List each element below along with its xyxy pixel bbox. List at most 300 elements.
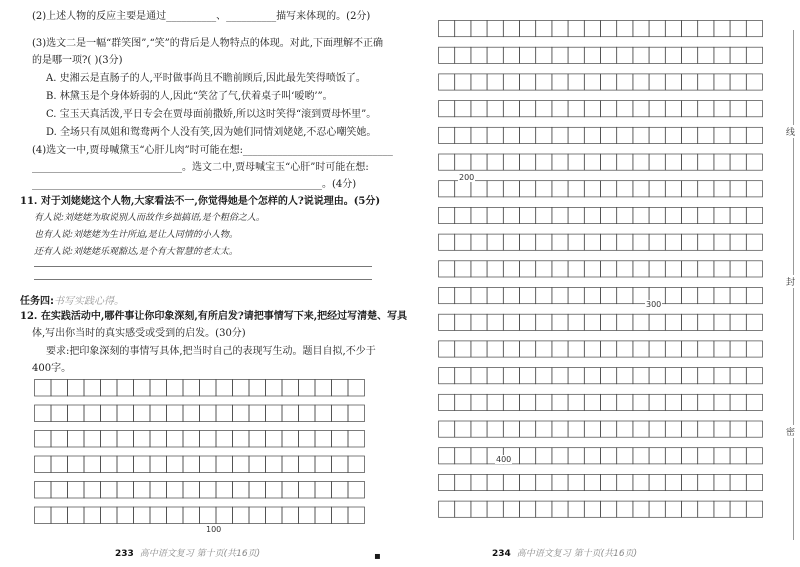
grid-right-cell[interactable]	[633, 154, 649, 170]
grid-right-cell[interactable]	[730, 21, 746, 37]
grid-right-cell[interactable]	[617, 421, 633, 437]
grid-left-cell[interactable]	[51, 380, 68, 397]
grid-right-cell[interactable]	[730, 261, 746, 277]
grid-right-cell[interactable]	[633, 314, 649, 330]
grid-right-cell[interactable]	[520, 207, 536, 223]
grid-left-cell[interactable]	[68, 507, 85, 524]
grid-right-cell[interactable]	[552, 314, 568, 330]
grid-left-cell[interactable]	[249, 456, 266, 473]
grid-right-cell[interactable]	[471, 21, 487, 37]
grid-right-cell[interactable]	[439, 314, 455, 330]
grid-left-cell[interactable]	[167, 456, 184, 473]
grid-left-cell[interactable]	[299, 482, 316, 499]
grid-left-cell[interactable]	[150, 431, 167, 448]
grid-left-cell[interactable]	[233, 482, 250, 499]
grid-right-cell[interactable]	[601, 181, 617, 197]
grid-right-cell[interactable]	[617, 207, 633, 223]
grid-left-cell[interactable]	[183, 507, 200, 524]
grid-left-cell[interactable]	[183, 482, 200, 499]
grid-right-cell[interactable]	[536, 421, 552, 437]
grid-left-cell[interactable]	[266, 507, 283, 524]
grid-left-cell[interactable]	[134, 380, 151, 397]
grid-right-cell[interactable]	[552, 288, 568, 304]
grid-right-cell[interactable]	[617, 341, 633, 357]
grid-right-cell[interactable]	[665, 448, 681, 464]
grid-left-cell[interactable]	[233, 456, 250, 473]
grid-right-cell[interactable]	[503, 314, 519, 330]
grid-left-cell[interactable]	[117, 380, 134, 397]
grid-right-cell[interactable]	[471, 394, 487, 410]
grid-right-cell[interactable]	[487, 421, 503, 437]
grid-right-cell[interactable]	[649, 207, 665, 223]
grid-right-cell[interactable]	[649, 341, 665, 357]
grid-right-cell[interactable]	[552, 474, 568, 490]
grid-right-cell[interactable]	[552, 47, 568, 63]
grid-right-cell[interactable]	[503, 421, 519, 437]
grid-right-cell[interactable]	[698, 288, 714, 304]
grid-right-cell[interactable]	[552, 181, 568, 197]
grid-right-cell[interactable]	[665, 501, 681, 517]
grid-left-cell[interactable]	[35, 456, 52, 473]
grid-right-cell[interactable]	[568, 314, 584, 330]
grid-right-cell[interactable]	[714, 341, 730, 357]
grid-left-cell[interactable]	[249, 507, 266, 524]
grid-left-cell[interactable]	[299, 431, 316, 448]
grid-right-cell[interactable]	[617, 101, 633, 117]
grid-right-cell[interactable]	[568, 501, 584, 517]
grid-right-cell[interactable]	[730, 207, 746, 223]
grid-left-cell[interactable]	[315, 482, 332, 499]
grid-right-cell[interactable]	[439, 181, 455, 197]
grid-right-cell[interactable]	[439, 261, 455, 277]
grid-right-cell[interactable]	[471, 101, 487, 117]
grid-left-cell[interactable]	[84, 380, 101, 397]
grid-left-cell[interactable]	[84, 405, 101, 422]
grid-right-cell[interactable]	[536, 127, 552, 143]
grid-right-cell[interactable]	[568, 74, 584, 90]
grid-right-cell[interactable]	[714, 261, 730, 277]
grid-right-cell[interactable]	[746, 474, 762, 490]
grid-right-cell[interactable]	[633, 394, 649, 410]
grid-left-cell[interactable]	[282, 456, 299, 473]
grid-right-cell[interactable]	[503, 474, 519, 490]
grid-right-cell[interactable]	[471, 181, 487, 197]
grid-right-cell[interactable]	[520, 314, 536, 330]
grid-right-cell[interactable]	[633, 341, 649, 357]
grid-right-cell[interactable]	[455, 474, 471, 490]
grid-right-cell[interactable]	[682, 261, 698, 277]
grid-left-cell[interactable]	[51, 507, 68, 524]
grid-left-cell[interactable]	[101, 405, 118, 422]
grid-right-cell[interactable]	[633, 234, 649, 250]
grid-right-cell[interactable]	[665, 421, 681, 437]
grid-right-cell[interactable]	[633, 47, 649, 63]
grid-left-cell[interactable]	[348, 456, 365, 473]
grid-right-cell[interactable]	[552, 448, 568, 464]
grid-left-cell[interactable]	[282, 405, 299, 422]
grid-right-cell[interactable]	[698, 207, 714, 223]
grid-right-cell[interactable]	[584, 314, 600, 330]
grid-right-cell[interactable]	[617, 154, 633, 170]
grid-right-cell[interactable]	[568, 261, 584, 277]
grid-right-cell[interactable]	[730, 127, 746, 143]
grid-right-cell[interactable]	[584, 234, 600, 250]
grid-left-cell[interactable]	[84, 482, 101, 499]
grid-right-cell[interactable]	[471, 154, 487, 170]
grid-right-cell[interactable]	[730, 288, 746, 304]
grid-right-cell[interactable]	[746, 341, 762, 357]
grid-left-cell[interactable]	[167, 380, 184, 397]
grid-right-cell[interactable]	[503, 154, 519, 170]
grid-left-cell[interactable]	[68, 405, 85, 422]
grid-right-cell[interactable]	[617, 74, 633, 90]
grid-right-cell[interactable]	[682, 368, 698, 384]
grid-right-cell[interactable]	[439, 47, 455, 63]
grid-left-cell[interactable]	[183, 380, 200, 397]
grid-right-cell[interactable]	[714, 394, 730, 410]
grid-left-cell[interactable]	[51, 482, 68, 499]
grid-left-cell[interactable]	[117, 405, 134, 422]
grid-right-cell[interactable]	[568, 394, 584, 410]
grid-right-cell[interactable]	[568, 101, 584, 117]
grid-right-cell[interactable]	[682, 154, 698, 170]
grid-right-cell[interactable]	[536, 474, 552, 490]
grid-right-cell[interactable]	[746, 21, 762, 37]
grid-right-cell[interactable]	[714, 234, 730, 250]
grid-right-cell[interactable]	[584, 474, 600, 490]
grid-right-cell[interactable]	[649, 47, 665, 63]
grid-right-cell[interactable]	[471, 314, 487, 330]
grid-right-cell[interactable]	[568, 234, 584, 250]
grid-left-cell[interactable]	[167, 431, 184, 448]
grid-right-cell[interactable]	[665, 154, 681, 170]
grid-right-cell[interactable]	[471, 234, 487, 250]
grid-right-cell[interactable]	[584, 47, 600, 63]
grid-left-cell[interactable]	[117, 507, 134, 524]
grid-right-cell[interactable]	[665, 474, 681, 490]
grid-right-cell[interactable]	[439, 341, 455, 357]
grid-right-cell[interactable]	[601, 341, 617, 357]
grid-right-cell[interactable]	[698, 181, 714, 197]
grid-right-cell[interactable]	[730, 501, 746, 517]
grid-right-cell[interactable]	[568, 127, 584, 143]
grid-right-cell[interactable]	[520, 474, 536, 490]
grid-right-cell[interactable]	[455, 261, 471, 277]
grid-right-cell[interactable]	[471, 448, 487, 464]
grid-right-cell[interactable]	[617, 127, 633, 143]
grid-right-cell[interactable]	[601, 394, 617, 410]
grid-right-cell[interactable]	[633, 127, 649, 143]
grid-right-cell[interactable]	[455, 21, 471, 37]
grid-right-cell[interactable]	[503, 261, 519, 277]
grid-right-cell[interactable]	[503, 74, 519, 90]
grid-right-cell[interactable]	[698, 154, 714, 170]
grid-right-cell[interactable]	[568, 47, 584, 63]
grid-right-cell[interactable]	[698, 474, 714, 490]
grid-right-cell[interactable]	[682, 394, 698, 410]
grid-right-cell[interactable]	[730, 394, 746, 410]
grid-right-cell[interactable]	[536, 501, 552, 517]
grid-right-cell[interactable]	[665, 74, 681, 90]
grid-right-cell[interactable]	[633, 421, 649, 437]
grid-right-cell[interactable]	[487, 207, 503, 223]
grid-right-cell[interactable]	[584, 207, 600, 223]
grid-right-cell[interactable]	[714, 501, 730, 517]
grid-right-cell[interactable]	[601, 501, 617, 517]
grid-right-cell[interactable]	[520, 368, 536, 384]
grid-left-cell[interactable]	[51, 405, 68, 422]
grid-right-cell[interactable]	[698, 394, 714, 410]
grid-right-cell[interactable]	[520, 47, 536, 63]
grid-right-cell[interactable]	[520, 341, 536, 357]
grid-right-cell[interactable]	[746, 314, 762, 330]
grid-left-cell[interactable]	[117, 456, 134, 473]
grid-right-cell[interactable]	[471, 288, 487, 304]
grid-right-cell[interactable]	[584, 448, 600, 464]
grid-right-cell[interactable]	[439, 101, 455, 117]
grid-left-cell[interactable]	[117, 431, 134, 448]
grid-right-cell[interactable]	[503, 207, 519, 223]
grid-right-cell[interactable]	[714, 288, 730, 304]
grid-right-cell[interactable]	[568, 368, 584, 384]
grid-right-cell[interactable]	[714, 101, 730, 117]
grid-right-cell[interactable]	[730, 101, 746, 117]
grid-left-cell[interactable]	[216, 507, 233, 524]
grid-right-cell[interactable]	[633, 74, 649, 90]
grid-right-cell[interactable]	[649, 394, 665, 410]
grid-left-cell[interactable]	[348, 507, 365, 524]
grid-right-cell[interactable]	[471, 127, 487, 143]
grid-left-cell[interactable]	[266, 380, 283, 397]
grid-right-cell[interactable]	[455, 207, 471, 223]
grid-right-cell[interactable]	[601, 154, 617, 170]
grid-right-cell[interactable]	[617, 47, 633, 63]
grid-right-cell[interactable]	[649, 154, 665, 170]
grid-right-cell[interactable]	[455, 127, 471, 143]
grid-right-cell[interactable]	[730, 47, 746, 63]
grid-right-cell[interactable]	[487, 181, 503, 197]
grid-right-cell[interactable]	[520, 501, 536, 517]
grid-left-cell[interactable]	[117, 482, 134, 499]
grid-left-cell[interactable]	[68, 380, 85, 397]
grid-left-cell[interactable]	[332, 482, 349, 499]
grid-left-cell[interactable]	[216, 431, 233, 448]
grid-right-cell[interactable]	[552, 421, 568, 437]
grid-right-cell[interactable]	[536, 181, 552, 197]
grid-right-cell[interactable]	[439, 368, 455, 384]
grid-right-cell[interactable]	[698, 74, 714, 90]
grid-right-cell[interactable]	[633, 474, 649, 490]
grid-right-cell[interactable]	[649, 21, 665, 37]
grid-right-cell[interactable]	[584, 21, 600, 37]
grid-left-cell[interactable]	[315, 507, 332, 524]
grid-right-cell[interactable]	[503, 341, 519, 357]
grid-right-cell[interactable]	[584, 421, 600, 437]
grid-left-cell[interactable]	[299, 380, 316, 397]
grid-right-cell[interactable]	[601, 207, 617, 223]
grid-right-cell[interactable]	[568, 288, 584, 304]
grid-left-cell[interactable]	[233, 380, 250, 397]
grid-right-cell[interactable]	[455, 154, 471, 170]
grid-right-cell[interactable]	[649, 314, 665, 330]
grid-right-cell[interactable]	[455, 288, 471, 304]
grid-right-cell[interactable]	[633, 101, 649, 117]
grid-right-cell[interactable]	[455, 421, 471, 437]
grid-right-cell[interactable]	[536, 261, 552, 277]
grid-right-cell[interactable]	[665, 101, 681, 117]
grid-right-cell[interactable]	[455, 47, 471, 63]
grid-right-cell[interactable]	[698, 21, 714, 37]
grid-right-cell[interactable]	[682, 181, 698, 197]
grid-left-cell[interactable]	[200, 456, 217, 473]
grid-left-cell[interactable]	[134, 482, 151, 499]
grid-right-cell[interactable]	[730, 368, 746, 384]
grid-right-cell[interactable]	[682, 501, 698, 517]
grid-right-cell[interactable]	[568, 421, 584, 437]
grid-right-cell[interactable]	[487, 288, 503, 304]
grid-right-cell[interactable]	[746, 234, 762, 250]
grid-right-cell[interactable]	[730, 154, 746, 170]
grid-left-cell[interactable]	[35, 405, 52, 422]
grid-left-cell[interactable]	[348, 482, 365, 499]
grid-left-cell[interactable]	[332, 456, 349, 473]
writing-grid-right[interactable]	[438, 20, 768, 532]
grid-right-cell[interactable]	[552, 154, 568, 170]
grid-right-cell[interactable]	[439, 501, 455, 517]
grid-right-cell[interactable]	[503, 47, 519, 63]
grid-right-cell[interactable]	[682, 341, 698, 357]
grid-right-cell[interactable]	[698, 501, 714, 517]
grid-right-cell[interactable]	[487, 74, 503, 90]
grid-left-cell[interactable]	[282, 482, 299, 499]
grid-right-cell[interactable]	[536, 234, 552, 250]
grid-right-cell[interactable]	[520, 261, 536, 277]
grid-right-cell[interactable]	[649, 261, 665, 277]
grid-right-cell[interactable]	[682, 448, 698, 464]
grid-right-cell[interactable]	[665, 234, 681, 250]
grid-left-cell[interactable]	[249, 380, 266, 397]
grid-right-cell[interactable]	[439, 474, 455, 490]
grid-left-cell[interactable]	[348, 380, 365, 397]
grid-right-cell[interactable]	[568, 207, 584, 223]
grid-right-cell[interactable]	[520, 288, 536, 304]
grid-left-cell[interactable]	[167, 482, 184, 499]
grid-right-cell[interactable]	[520, 181, 536, 197]
grid-right-cell[interactable]	[503, 368, 519, 384]
grid-right-cell[interactable]	[746, 181, 762, 197]
grid-right-cell[interactable]	[536, 101, 552, 117]
grid-left-cell[interactable]	[299, 507, 316, 524]
grid-left-cell[interactable]	[299, 405, 316, 422]
grid-right-cell[interactable]	[698, 314, 714, 330]
grid-right-cell[interactable]	[714, 421, 730, 437]
grid-right-cell[interactable]	[617, 368, 633, 384]
grid-right-cell[interactable]	[520, 101, 536, 117]
grid-right-cell[interactable]	[601, 101, 617, 117]
grid-right-cell[interactable]	[584, 341, 600, 357]
grid-right-cell[interactable]	[633, 501, 649, 517]
grid-right-cell[interactable]	[536, 47, 552, 63]
grid-left-cell[interactable]	[332, 431, 349, 448]
grid-right-cell[interactable]	[682, 288, 698, 304]
grid-right-cell[interactable]	[698, 421, 714, 437]
grid-right-cell[interactable]	[617, 181, 633, 197]
grid-right-cell[interactable]	[487, 47, 503, 63]
grid-right-cell[interactable]	[584, 127, 600, 143]
grid-right-cell[interactable]	[552, 261, 568, 277]
grid-right-cell[interactable]	[471, 341, 487, 357]
grid-right-cell[interactable]	[503, 501, 519, 517]
grid-right-cell[interactable]	[649, 474, 665, 490]
grid-right-cell[interactable]	[520, 421, 536, 437]
grid-left-cell[interactable]	[200, 431, 217, 448]
grid-right-cell[interactable]	[682, 127, 698, 143]
grid-right-cell[interactable]	[746, 368, 762, 384]
grid-right-cell[interactable]	[536, 448, 552, 464]
grid-right-cell[interactable]	[552, 127, 568, 143]
grid-right-cell[interactable]	[601, 421, 617, 437]
grid-left-cell[interactable]	[266, 456, 283, 473]
grid-right-cell[interactable]	[682, 101, 698, 117]
grid-right-cell[interactable]	[730, 474, 746, 490]
grid-right-cell[interactable]	[584, 154, 600, 170]
grid-left-cell[interactable]	[315, 380, 332, 397]
grid-left-cell[interactable]	[315, 431, 332, 448]
grid-right-cell[interactable]	[584, 501, 600, 517]
grid-right-cell[interactable]	[520, 448, 536, 464]
grid-right-cell[interactable]	[698, 368, 714, 384]
grid-right-cell[interactable]	[568, 154, 584, 170]
grid-left-cell[interactable]	[150, 456, 167, 473]
grid-left-cell[interactable]	[68, 482, 85, 499]
grid-left-cell[interactable]	[266, 405, 283, 422]
grid-right-cell[interactable]	[682, 74, 698, 90]
grid-left-cell[interactable]	[200, 482, 217, 499]
grid-left-cell[interactable]	[68, 431, 85, 448]
grid-right-cell[interactable]	[730, 74, 746, 90]
grid-right-cell[interactable]	[617, 21, 633, 37]
grid-right-cell[interactable]	[601, 127, 617, 143]
grid-left-cell[interactable]	[332, 405, 349, 422]
grid-right-cell[interactable]	[455, 341, 471, 357]
grid-right-cell[interactable]	[503, 101, 519, 117]
grid-right-cell[interactable]	[649, 421, 665, 437]
grid-right-cell[interactable]	[714, 21, 730, 37]
grid-left-cell[interactable]	[101, 482, 118, 499]
grid-right-cell[interactable]	[439, 234, 455, 250]
grid-right-cell[interactable]	[633, 207, 649, 223]
grid-left-cell[interactable]	[101, 431, 118, 448]
grid-right-cell[interactable]	[682, 314, 698, 330]
grid-left-cell[interactable]	[134, 431, 151, 448]
grid-right-cell[interactable]	[584, 74, 600, 90]
grid-right-cell[interactable]	[471, 261, 487, 277]
grid-left-cell[interactable]	[68, 456, 85, 473]
grid-right-cell[interactable]	[487, 501, 503, 517]
grid-right-cell[interactable]	[487, 127, 503, 143]
grid-right-cell[interactable]	[471, 74, 487, 90]
grid-right-cell[interactable]	[746, 261, 762, 277]
grid-right-cell[interactable]	[601, 288, 617, 304]
grid-right-cell[interactable]	[601, 21, 617, 37]
grid-right-cell[interactable]	[471, 368, 487, 384]
grid-right-cell[interactable]	[584, 101, 600, 117]
grid-left-cell[interactable]	[134, 456, 151, 473]
grid-left-cell[interactable]	[35, 431, 52, 448]
grid-right-cell[interactable]	[601, 74, 617, 90]
grid-left-cell[interactable]	[167, 405, 184, 422]
grid-right-cell[interactable]	[730, 314, 746, 330]
